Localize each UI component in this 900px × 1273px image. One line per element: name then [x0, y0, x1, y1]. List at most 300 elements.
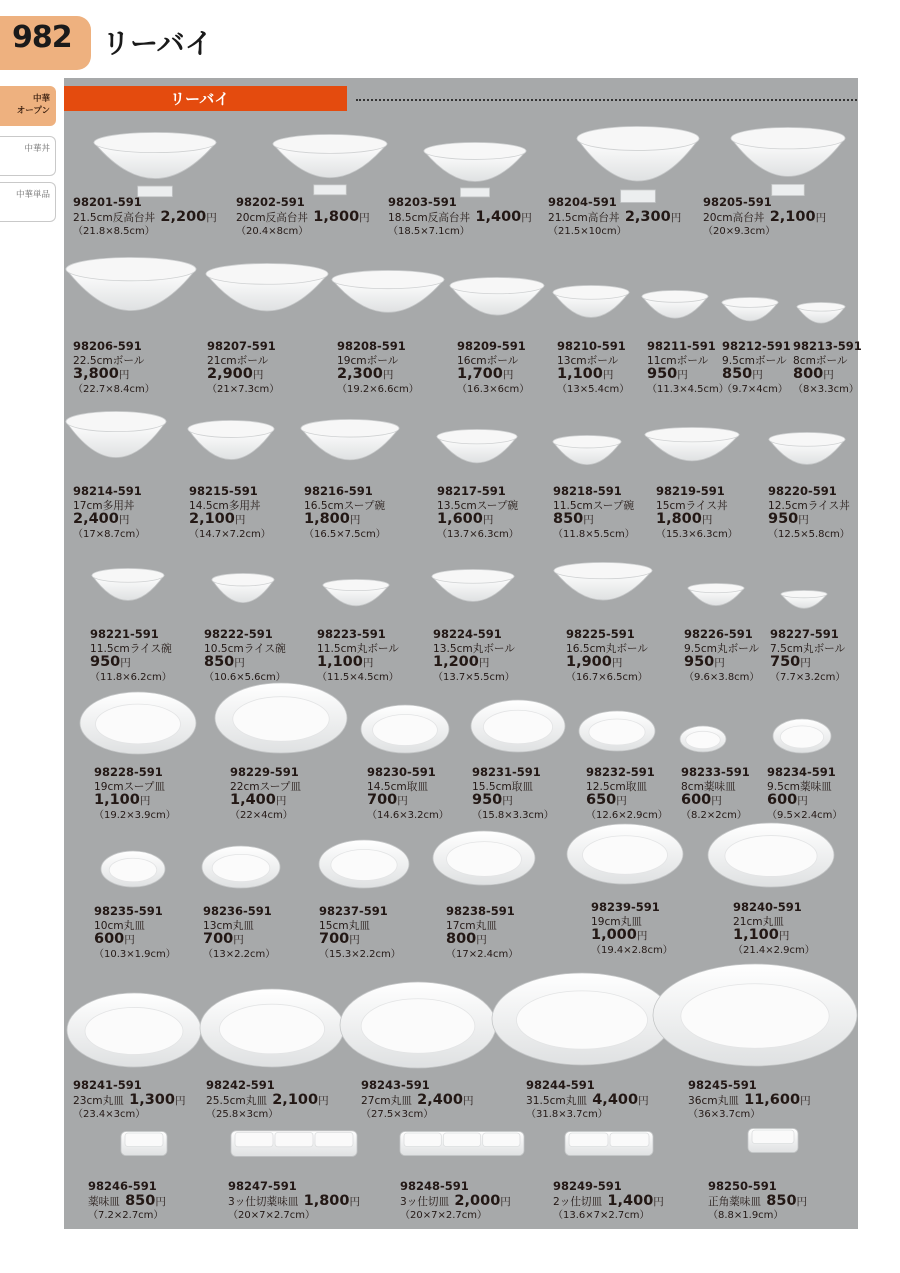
currency-label: 円 — [349, 514, 361, 526]
product-price: 3,800 — [73, 366, 119, 382]
product-size: （36×3.7cm） — [688, 1109, 761, 1120]
product-item — [566, 628, 648, 684]
product-name: 21.5cm高台丼 — [548, 211, 620, 224]
product-item — [553, 1180, 664, 1223]
currency-label: 円 — [349, 1195, 360, 1208]
product-code: 98221-591 — [90, 627, 159, 641]
product-price: 950 — [768, 511, 799, 527]
product-item — [204, 628, 286, 684]
currency-label: 円 — [638, 1094, 649, 1107]
product-size: （21.8×8.5cm） — [73, 226, 155, 237]
product-code: 98216-591 — [304, 484, 373, 498]
currency-label: 円 — [711, 795, 722, 807]
bowl-image — [187, 420, 275, 476]
product-size: （13×5.4cm） — [557, 383, 630, 395]
bowl-image — [65, 411, 167, 477]
product-size: （17×2.4cm） — [446, 948, 519, 960]
section-banner: リーバイ — [64, 86, 347, 111]
product-code: 98241-591 — [73, 1078, 142, 1092]
product-name: 8cm薬味皿 — [681, 780, 736, 793]
product-code: 98245-591 — [688, 1078, 757, 1092]
currency-label: 円 — [616, 795, 627, 807]
product-item — [768, 485, 850, 541]
product-size: （20×7×2.7cm） — [228, 1210, 315, 1221]
product-size: （20.4×8cm） — [236, 226, 309, 237]
banner-divider — [356, 99, 857, 101]
product-name: 18.5cm反高台丼 — [388, 211, 471, 224]
currency-label: 円 — [233, 934, 244, 946]
product-size: （11.8×6.2cm） — [90, 671, 172, 683]
product-item — [304, 485, 386, 541]
bowl-image — [436, 429, 518, 477]
currency-label: 円 — [139, 795, 151, 807]
product-name: 20cm反高台丼 — [236, 211, 308, 224]
plate-image — [679, 725, 727, 753]
product-code: 98228-591 — [94, 765, 163, 779]
product-code: 98246-591 — [88, 1179, 157, 1193]
bowl-image — [322, 579, 390, 617]
product-price: 1,900 — [566, 654, 612, 670]
product-size: （13.7×6.3cm） — [437, 528, 519, 540]
product-item — [73, 1079, 185, 1122]
product-size: （8.2×2cm） — [681, 809, 747, 821]
product-code: 98219-591 — [656, 484, 725, 498]
product-name: 正角薬味皿 — [708, 1195, 761, 1208]
currency-label: 円 — [653, 1195, 664, 1208]
product-size: （14.6×3.2cm） — [367, 809, 449, 821]
currency-label: 円 — [797, 795, 808, 807]
product-code: 98210-591 — [557, 339, 626, 353]
tray-image — [230, 1126, 358, 1158]
product-price: 850 — [204, 654, 235, 670]
currency-label: 円 — [118, 514, 130, 526]
product-code: 98212-591 — [722, 339, 791, 353]
bowl-image — [211, 573, 275, 615]
product-size: （9.5×2.4cm） — [767, 809, 843, 821]
product-code: 98239-591 — [591, 900, 660, 914]
product-name: 16.5cm丸ボール — [566, 642, 648, 655]
bowl-image — [91, 568, 165, 614]
product-name: 3ッ仕切薬味皿 — [228, 1195, 299, 1208]
tray-image — [747, 1124, 799, 1154]
product-code: 98226-591 — [684, 627, 753, 641]
product-size: （10.6×5.6cm） — [204, 671, 286, 683]
product-price: 700 — [203, 931, 234, 947]
product-name: 22cmスープ皿 — [230, 780, 301, 793]
product-item — [317, 628, 399, 684]
plate-image — [360, 704, 450, 754]
product-code: 98238-591 — [446, 904, 515, 918]
currency-label: 円 — [670, 211, 682, 224]
product-name: 17cm多用丼 — [73, 499, 135, 512]
currency-label: 円 — [462, 1094, 474, 1107]
product-item — [733, 901, 815, 957]
side-tab-label: 中華丼 — [24, 144, 50, 154]
product-item — [548, 196, 681, 239]
product-code: 98206-591 — [73, 339, 142, 353]
product-name: 31.5cm丸皿 — [526, 1094, 587, 1107]
product-name: 11.5cmライス碗 — [90, 642, 172, 655]
product-size: （10.3×1.9cm） — [94, 948, 176, 960]
product-item — [437, 485, 519, 541]
product-size: （21×7.3cm） — [207, 383, 280, 395]
side-tab-chuka-don[interactable] — [0, 136, 56, 176]
product-size: （8.8×1.9cm） — [708, 1210, 784, 1221]
currency-label: 円 — [120, 657, 131, 669]
side-tab-chuka-single[interactable] — [0, 182, 56, 222]
product-code: 98236-591 — [203, 904, 272, 918]
product-name: 15.5cm取皿 — [472, 780, 533, 793]
product-item — [681, 766, 750, 822]
product-price: 1,100 — [557, 366, 603, 382]
bowl-image — [768, 432, 846, 478]
product-code: 98201-591 — [73, 195, 142, 209]
currency-label: 円 — [124, 934, 135, 946]
product-name: 19cm丸皿 — [591, 915, 642, 928]
currency-label: 円 — [275, 795, 287, 807]
product-price: 800 — [793, 366, 824, 382]
donburi-image — [93, 132, 217, 198]
product-name: 21.5cm反高台丼 — [73, 211, 156, 224]
currency-label: 円 — [636, 930, 648, 942]
product-size: （12.6×2.9cm） — [586, 809, 668, 821]
product-code: 98240-591 — [733, 900, 802, 914]
plate-image — [707, 822, 835, 888]
plate-image — [566, 823, 684, 885]
bowl-image — [796, 302, 846, 332]
product-code: 98233-591 — [681, 765, 750, 779]
product-size: （23.4×3cm） — [73, 1109, 146, 1120]
product-name: 10cm丸皿 — [94, 919, 145, 932]
plate-image — [199, 988, 345, 1068]
product-code: 98229-591 — [230, 765, 299, 779]
product-code: 98211-591 — [647, 339, 716, 353]
currency-label: 円 — [362, 657, 374, 669]
product-price: 950 — [684, 654, 715, 670]
product-item — [472, 766, 554, 822]
product-code: 98230-591 — [367, 765, 436, 779]
product-price: 700 — [319, 931, 350, 947]
donburi-image — [423, 142, 527, 198]
product-name: 3ッ仕切皿 — [400, 1195, 450, 1208]
product-price: 2,000 — [454, 1192, 501, 1209]
currency-label: 円 — [823, 369, 834, 381]
product-price: 2,100 — [272, 1091, 319, 1108]
product-price: 600 — [681, 792, 712, 808]
product-name: 14.5cm多用丼 — [189, 499, 261, 512]
product-code: 98203-591 — [388, 195, 457, 209]
product-price: 1,800 — [304, 511, 350, 527]
product-code: 98223-591 — [317, 627, 386, 641]
product-size: （14.7×7.2cm） — [189, 528, 271, 540]
product-size: （20×9.3cm） — [703, 226, 776, 237]
product-size: （11.8×5.5cm） — [553, 528, 635, 540]
bowl-image — [644, 427, 740, 475]
product-size: （11.5×4.5cm） — [317, 671, 399, 683]
product-price: 1,400 — [475, 208, 522, 225]
bowl-image — [300, 419, 400, 477]
product-item — [722, 340, 791, 396]
product-code: 98235-591 — [94, 904, 163, 918]
product-code: 98242-591 — [206, 1078, 275, 1092]
product-item — [400, 1180, 511, 1223]
currency-label: 円 — [602, 369, 614, 381]
currency-label: 円 — [800, 1094, 811, 1107]
product-price: 950 — [90, 654, 121, 670]
currency-label: 円 — [482, 514, 494, 526]
product-name: 19cmボール — [337, 354, 399, 367]
product-code: 98205-591 — [703, 195, 772, 209]
bowl-image — [552, 435, 622, 477]
bowl-image — [553, 562, 653, 616]
product-name: 15cmライス丼 — [656, 499, 728, 512]
product-price: 600 — [767, 792, 798, 808]
currency-label: 円 — [349, 934, 360, 946]
product-name: 10.5cmライス碗 — [204, 642, 286, 655]
product-price: 11,600 — [744, 1091, 801, 1108]
product-item — [206, 1079, 329, 1122]
product-price: 2,400 — [417, 1091, 463, 1108]
product-code: 98231-591 — [472, 765, 541, 779]
plate-image — [470, 699, 566, 753]
currency-label: 円 — [701, 514, 713, 526]
product-item — [708, 1180, 807, 1223]
product-price: 2,400 — [73, 511, 119, 527]
product-item — [236, 196, 370, 239]
product-name: 21cmボール — [207, 354, 269, 367]
currency-label: 円 — [798, 514, 809, 526]
product-price: 1,200 — [433, 654, 479, 670]
currency-label: 円 — [234, 514, 246, 526]
product-price: 1,100 — [94, 792, 140, 808]
product-price: 650 — [586, 792, 617, 808]
product-code: 98209-591 — [457, 339, 526, 353]
product-item — [319, 905, 401, 961]
product-size: （21.4×2.9cm） — [733, 944, 815, 956]
side-tab-chuka-open[interactable] — [0, 86, 56, 126]
bowl-image — [780, 590, 828, 616]
product-name: 8cmボール — [793, 354, 848, 367]
product-item — [73, 485, 145, 541]
product-code: 98224-591 — [433, 627, 502, 641]
product-size: （13×2.2cm） — [203, 948, 276, 960]
plate-image — [100, 850, 166, 888]
product-name: 17cm丸皿 — [446, 919, 497, 932]
product-item — [207, 340, 279, 396]
product-size: （15.3×6.3cm） — [656, 528, 738, 540]
product-name: 15cm丸皿 — [319, 919, 370, 932]
currency-label: 円 — [502, 795, 513, 807]
product-item — [446, 905, 518, 961]
product-price: 700 — [367, 792, 398, 808]
product-name: 2ッ仕切皿 — [553, 1195, 603, 1208]
currency-label: 円 — [500, 1195, 511, 1208]
product-price: 600 — [94, 931, 125, 947]
product-code: 98249-591 — [553, 1179, 622, 1193]
product-price: 1,100 — [317, 654, 363, 670]
tray-image — [399, 1127, 525, 1157]
product-size: （9.7×4cm） — [722, 383, 788, 395]
plate-image — [772, 718, 832, 754]
product-code: 98204-591 — [548, 195, 617, 209]
product-size: （22.7×8.4cm） — [73, 383, 155, 395]
product-name: 9.5cm丸ボール — [684, 642, 760, 655]
page-title: リーバイ — [102, 27, 213, 60]
product-item — [591, 901, 673, 957]
product-code: 98202-591 — [236, 195, 305, 209]
product-name: 9.5cmボール — [722, 354, 787, 367]
product-item — [770, 628, 845, 684]
product-price: 2,200 — [160, 208, 207, 225]
currency-label: 円 — [752, 369, 763, 381]
product-code: 98207-591 — [207, 339, 276, 353]
product-name: 13.5cm丸ボール — [433, 642, 515, 655]
currency-label: 円 — [318, 1094, 329, 1107]
product-size: （15.8×3.3cm） — [472, 809, 554, 821]
currency-label: 円 — [677, 369, 688, 381]
donburi-image — [730, 127, 846, 197]
currency-label: 円 — [502, 369, 514, 381]
currency-label: 円 — [521, 211, 532, 224]
product-code: 98215-591 — [189, 484, 258, 498]
product-item — [73, 196, 217, 239]
product-item — [586, 766, 668, 822]
product-code: 98237-591 — [319, 904, 388, 918]
product-price: 1,800 — [303, 1192, 350, 1209]
product-price: 950 — [647, 366, 678, 382]
product-size: （16.7×6.5cm） — [566, 671, 648, 683]
tray-image — [564, 1127, 654, 1157]
side-tab-label: 中華単品 — [15, 190, 50, 200]
product-size: （16.3×6cm） — [457, 383, 530, 395]
product-item — [688, 1079, 811, 1122]
plate-image — [79, 691, 197, 755]
product-item — [656, 485, 738, 541]
product-price: 750 — [770, 654, 801, 670]
bowl-image — [552, 285, 630, 331]
product-size: （18.5×7.1cm） — [388, 226, 470, 237]
product-price: 850 — [766, 1192, 797, 1209]
product-price: 1,000 — [591, 927, 637, 943]
currency-label: 円 — [252, 369, 264, 381]
product-size: （15.3×2.2cm） — [319, 948, 401, 960]
product-code: 98248-591 — [400, 1179, 469, 1193]
product-price: 850 — [722, 366, 753, 382]
product-code: 98213-591 — [793, 339, 862, 353]
currency-label: 円 — [397, 795, 408, 807]
product-price: 1,600 — [437, 511, 483, 527]
product-price: 1,800 — [313, 208, 360, 225]
product-item — [457, 340, 529, 396]
product-code: 98227-591 — [770, 627, 839, 641]
bowl-image — [205, 263, 329, 331]
bowl-image — [721, 297, 779, 331]
product-price: 2,300 — [337, 366, 383, 382]
product-size: （27.5×3cm） — [361, 1109, 434, 1120]
product-name: 13.5cmスープ碗 — [437, 499, 519, 512]
product-price: 850 — [553, 511, 584, 527]
product-name: 27cm丸皿 — [361, 1094, 412, 1107]
product-item — [337, 340, 419, 396]
plate-image — [214, 682, 348, 754]
product-item — [557, 340, 629, 396]
product-item — [94, 905, 176, 961]
product-name: 36cm丸皿 — [688, 1094, 739, 1107]
plate-image — [432, 830, 536, 886]
product-item — [367, 766, 449, 822]
plate-image — [491, 972, 673, 1066]
product-size: （17×8.7cm） — [73, 528, 146, 540]
product-item — [361, 1079, 473, 1122]
donburi-image — [576, 126, 700, 204]
side-tab-label: 中華 オープン — [16, 94, 50, 116]
product-size: （19.2×6.6cm） — [337, 383, 419, 395]
plate-image — [318, 839, 410, 889]
product-code: 98247-591 — [228, 1179, 297, 1193]
bowl-image — [431, 569, 515, 615]
product-code: 98222-591 — [204, 627, 273, 641]
product-name: 22.5cmボール — [73, 354, 145, 367]
product-price: 1,300 — [129, 1091, 175, 1108]
currency-label: 円 — [155, 1195, 166, 1208]
product-code: 98220-591 — [768, 484, 837, 498]
product-price: 950 — [472, 792, 503, 808]
product-code: 98217-591 — [437, 484, 506, 498]
plate-image — [339, 981, 497, 1069]
product-size: （31.8×3.7cm） — [526, 1109, 608, 1120]
product-size: （13.6×7×2.7cm） — [553, 1210, 650, 1221]
product-code: 98234-591 — [767, 765, 836, 779]
product-item — [203, 905, 275, 961]
page-number: 982 — [12, 20, 72, 55]
plate-image — [652, 963, 858, 1067]
product-size: （11.3×4.5cm） — [647, 383, 729, 395]
bowl-image — [449, 277, 545, 331]
currency-label: 円 — [234, 657, 245, 669]
currency-label: 円 — [476, 934, 487, 946]
product-code: 98225-591 — [566, 627, 635, 641]
product-item — [94, 766, 176, 822]
product-price: 1,400 — [230, 792, 276, 808]
product-name: 13cmボール — [557, 354, 619, 367]
product-name: 9.5cm薬味皿 — [767, 780, 832, 793]
currency-label: 円 — [778, 930, 790, 942]
product-item — [553, 485, 635, 541]
currency-label: 円 — [174, 1094, 186, 1107]
product-code: 98250-591 — [708, 1179, 777, 1193]
product-code: 98208-591 — [337, 339, 406, 353]
product-size: （22×4cm） — [230, 809, 293, 821]
product-name: 16.5cmスープ碗 — [304, 499, 386, 512]
product-item — [230, 766, 301, 822]
product-item — [90, 628, 172, 684]
product-size: （25.8×3cm） — [206, 1109, 279, 1120]
plate-image — [201, 845, 281, 889]
product-price: 2,900 — [207, 366, 253, 382]
product-price: 2,300 — [624, 208, 671, 225]
product-price: 2,100 — [769, 208, 816, 225]
product-item — [647, 340, 729, 396]
currency-label: 円 — [611, 657, 623, 669]
product-name: 14.5cm取皿 — [367, 780, 428, 793]
product-price: 800 — [446, 931, 477, 947]
product-price: 1,100 — [733, 927, 779, 943]
currency-label: 円 — [583, 514, 594, 526]
product-code: 98232-591 — [586, 765, 655, 779]
product-name: 16cmボール — [457, 354, 519, 367]
product-price: 2,100 — [189, 511, 235, 527]
tray-image — [120, 1127, 168, 1157]
